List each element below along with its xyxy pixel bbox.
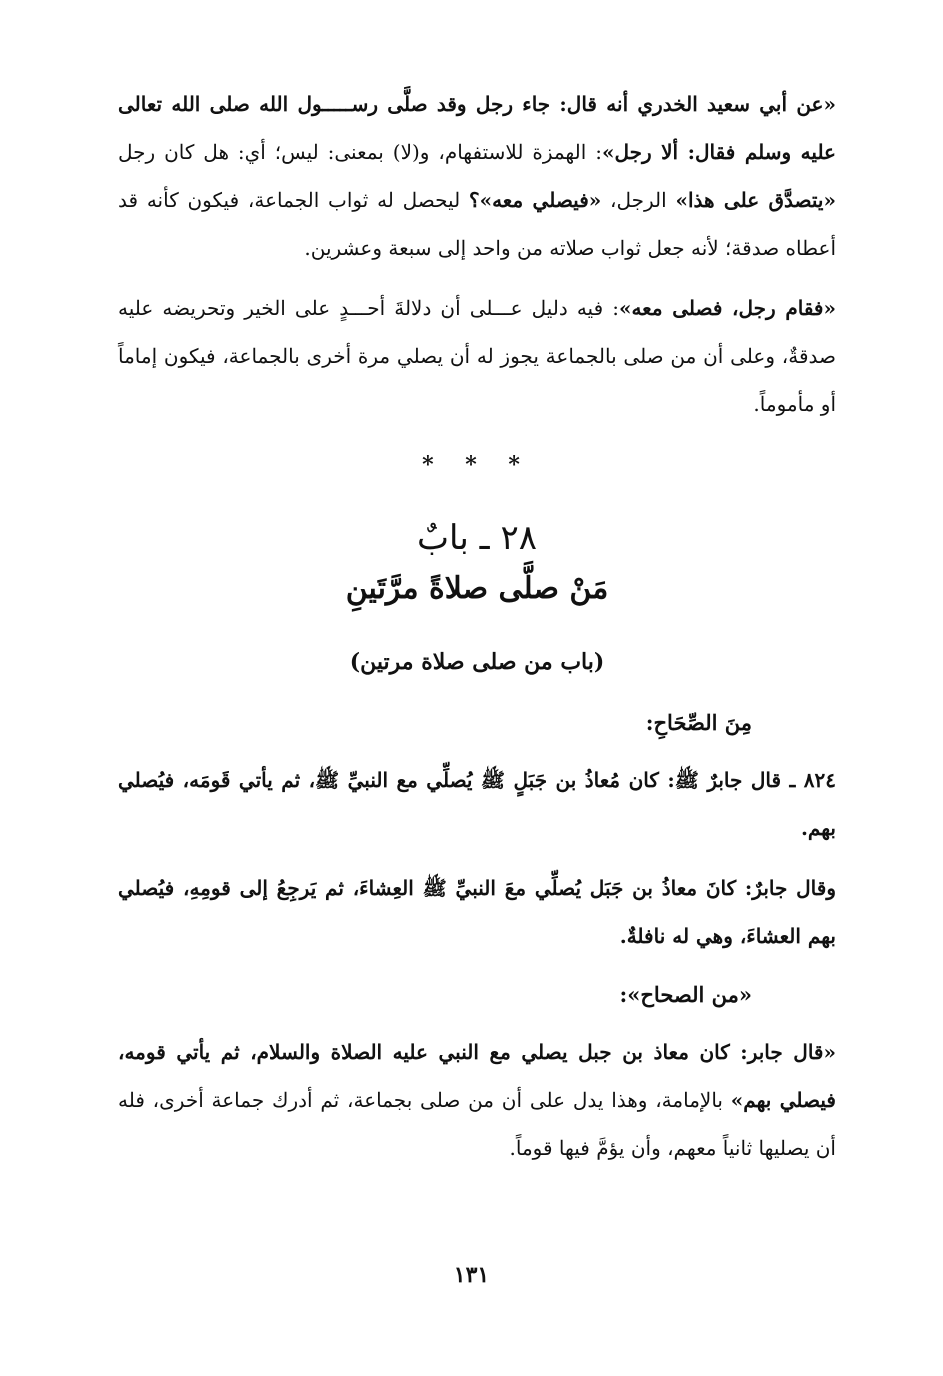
commentary-paragraph-3 — [118, 1028, 836, 1172]
quote-text: «فيصلي معه»؟ — [468, 188, 602, 212]
hadith-paragraph-2: وقال جابرٌ: كانَ معاذُ بن جَبَل يُصلِّي معَ النبيِّ ﷺ العِشاءَ، ثم يَرجِعُ إلى قومِهِ، فيُصلي بهم العشاءَ، وهي له نافلةٌ. — [118, 876, 836, 948]
commentary-paragraph-1 — [118, 80, 836, 272]
commentary-text: الرجل، — [601, 188, 676, 212]
commentary-text: ليحصل له ثواب الجماعة، فيكون كأنه قد أعطاه صدقة؛ لأنه جعل ثواب صلاته من واحد إلى سبعة وعشرين. — [118, 188, 836, 260]
quote-text: «يتصدَّق على هذا» — [675, 188, 836, 212]
page-number: ١٣١ — [453, 1262, 490, 1288]
chapter-subtitle: (باب من صلى صلاة مرتين) — [349, 649, 605, 675]
section-separator: * * * — [422, 452, 532, 478]
commentary-text: : فيه دليل عـــلى أن دلالةَ أحـــدٍ على الخير وتحريضه عليه صدقةٌ، وعلى أن من صلى بالجماعة يجوز له أن يصلي مرة أخرى بالجماعة، فيكون إماماً أو مأموماً. — [118, 296, 836, 416]
section-label: مِنَ الصِّحَاحِ: — [645, 710, 752, 735]
quote-text: «عن أبي سعيد الخدري أنه قال: جاء رجل وقد صلَّى رســـــول الله صلى الله تعالى عليه وسلم فقال: ألا رجل» — [118, 92, 836, 164]
commentary-paragraph-2 — [118, 284, 836, 428]
page-body — [118, 80, 836, 1184]
chapter-title: مَنْ صلَّى صلاةً مرَّتَينِ — [345, 571, 609, 606]
commentary-text: بالإمامة، وهذا يدل على أن من صلى بجماعة، ثم أدرك جماعة أخرى، فله أن يصليها ثانياً معهم، وأن يؤمَّ فيها قوماً. — [118, 1088, 836, 1160]
hadith-paragraph-1: ٨٢٤ ـ قال جابرٌ ﷺ: كان مُعاذُ بن جَبَلٍ ﷺ يُصلِّي مع النبيِّ ﷺ، ثم يأتي قَومَه، فيُصلي بهم. — [118, 768, 836, 840]
quote-text: «قال جابر: كان معاذ بن جبل يصلي مع النبي عليه الصلاة والسلام، ثم يأتي قومه، فيصلي بهم» — [118, 1040, 836, 1112]
chapter-number: ٢٨ ـ بابٌ — [417, 518, 537, 558]
quote-text: «فقام رجل، فصلى معه» — [618, 296, 836, 320]
commentary-label: «من الصحاح»: — [619, 982, 752, 1007]
commentary-text: : الهمزة للاستفهام، و(لا) بمعنى: ليس؛ أي: هل كان رجل — [118, 140, 602, 164]
